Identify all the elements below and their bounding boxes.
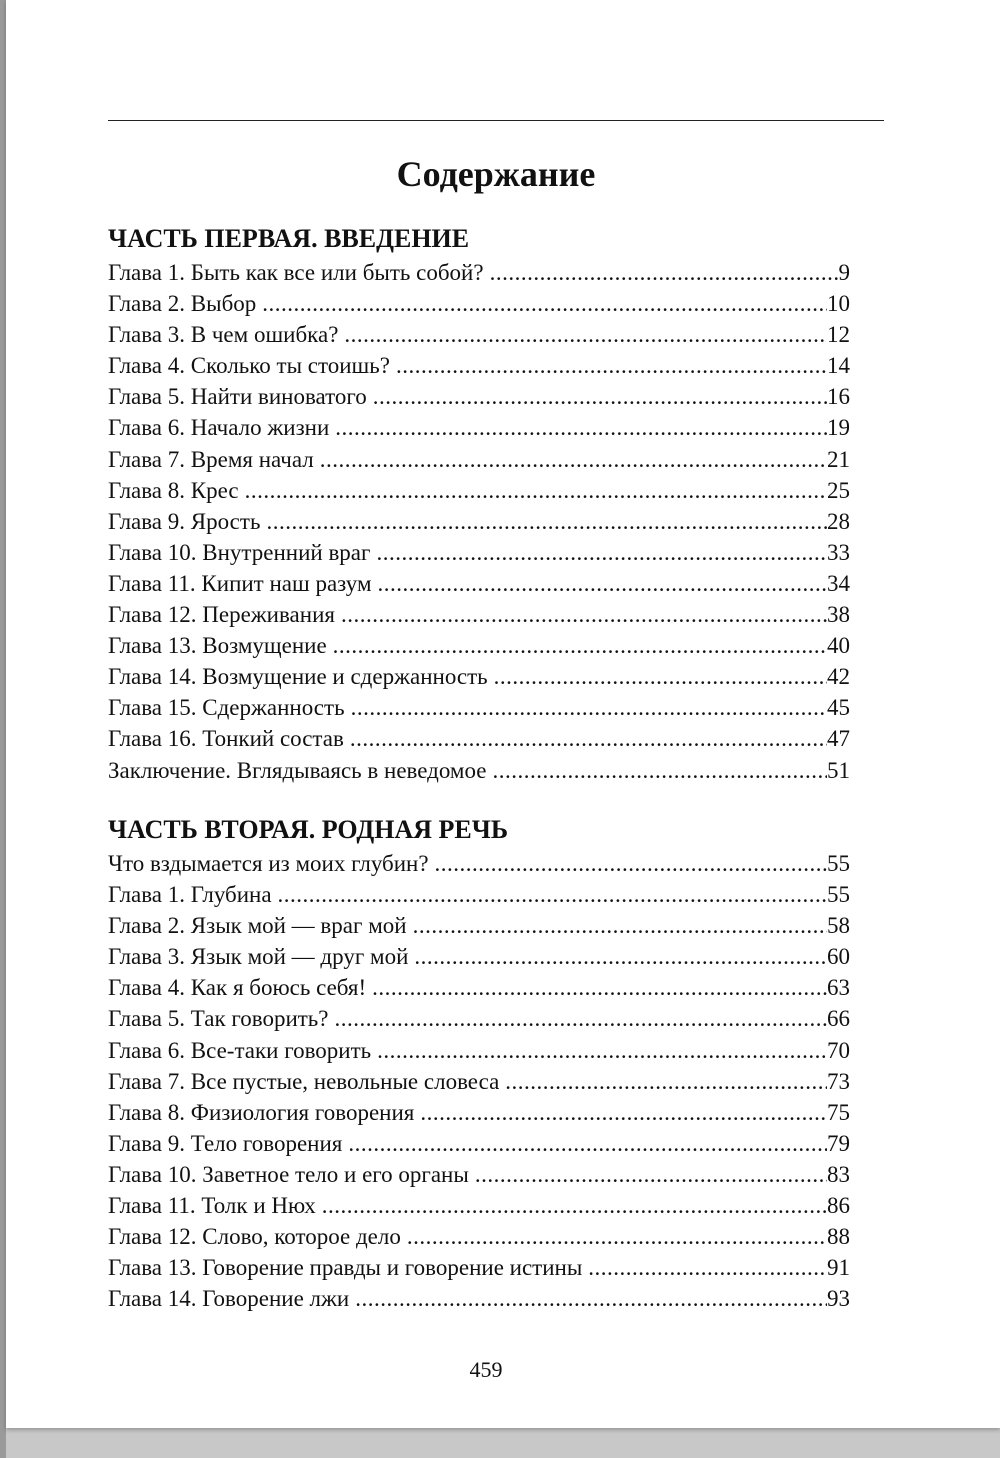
toc-entry[interactable] — [108, 1035, 850, 1066]
toc-entry-page: 75 — [827, 1099, 850, 1125]
toc-entry-title: Глава 8. Крес — [108, 477, 239, 503]
part-2-heading: ЧАСТЬ ВТОРАЯ. РОДНАЯ РЕЧЬ — [108, 815, 509, 844]
dot-leader — [348, 1128, 827, 1159]
toc-entry-page: 38 — [827, 602, 850, 628]
dot-leader — [335, 1003, 828, 1034]
toc-entry[interactable] — [108, 350, 850, 381]
toc-entry-title: Глава 2. Язык мой — враг мой — [108, 913, 407, 939]
dot-leader — [373, 381, 827, 412]
dot-leader — [377, 1035, 827, 1066]
toc-entry[interactable] — [108, 630, 850, 661]
toc-part-1 — [108, 223, 850, 786]
dot-leader — [588, 1252, 827, 1283]
toc-entry-page: 42 — [827, 664, 850, 690]
dot-leader — [494, 661, 827, 692]
toc-entry[interactable] — [108, 1159, 850, 1190]
dot-leader — [341, 599, 827, 630]
dot-leader — [355, 1283, 827, 1314]
toc-entry-page: 86 — [827, 1193, 850, 1219]
toc-entry-page: 58 — [827, 913, 850, 939]
dot-leader — [262, 288, 827, 319]
dot-leader — [372, 972, 827, 1003]
toc-entry-title: Глава 14. Возмущение и сдержанность — [108, 664, 488, 690]
toc-entry[interactable] — [108, 1221, 850, 1252]
toc-entry-page: 91 — [827, 1255, 850, 1281]
toc-entry-title: Глава 7. Все пустые, невольные словеса — [108, 1068, 500, 1094]
toc-entry[interactable] — [108, 599, 850, 630]
toc-entry[interactable] — [108, 475, 850, 506]
toc-entry-page: 9 — [838, 260, 850, 285]
toc-entry[interactable] — [108, 1283, 850, 1314]
dot-leader — [475, 1159, 827, 1190]
toc-entry-title: Глава 6. Все-таки говорить — [108, 1037, 372, 1063]
toc-entry-page: 14 — [827, 353, 850, 379]
dot-leader — [245, 475, 827, 506]
toc-entry-page: 73 — [827, 1068, 850, 1094]
toc-entry-page: 16 — [827, 384, 850, 410]
toc-entry[interactable] — [108, 568, 850, 599]
toc-entry-title: Глава 9. Ярость — [108, 508, 261, 534]
dot-leader — [407, 1221, 827, 1252]
dot-leader — [333, 630, 827, 661]
toc-entry-page: 21 — [827, 446, 850, 472]
toc-entry-page: 88 — [827, 1224, 850, 1250]
toc-entry[interactable] — [108, 910, 850, 941]
toc-entry-title: Глава 7. Время начал — [108, 446, 314, 472]
toc-entry-page: 93 — [827, 1286, 850, 1312]
toc-entry-title: Глава 14. Говорение лжи — [108, 1286, 350, 1312]
toc-entry-page: 60 — [827, 944, 850, 970]
dot-leader — [414, 941, 827, 972]
toc-entry-title: Глава 13. Говорение правды и говорение истины — [108, 1255, 583, 1281]
toc-entry-title: Глава 12. Слово, которое дело — [108, 1224, 401, 1250]
toc-entry-page: 51 — [827, 757, 850, 783]
toc-entry-title: Глава 9. Тело говорения — [108, 1130, 343, 1156]
toc-entry[interactable] — [108, 537, 850, 568]
toc-entry-title: Глава 5. Так говорить? — [108, 1006, 329, 1032]
toc-entry-title: Глава 12. Переживания — [108, 602, 335, 628]
header-rule — [108, 120, 884, 121]
toc-entry-title: Глава 3. Язык мой — друг мой — [108, 944, 409, 970]
toc-entry[interactable] — [108, 848, 850, 879]
toc-entry[interactable] — [108, 288, 850, 319]
toc-entry[interactable] — [108, 1190, 850, 1221]
toc-entry[interactable] — [108, 972, 850, 1003]
toc-entry-title: Глава 8. Физиология говорения — [108, 1099, 415, 1125]
dot-leader — [322, 1190, 827, 1221]
dot-leader — [266, 506, 827, 537]
toc-entry-title: Глава 13. Возмущение — [108, 633, 327, 659]
toc-entry[interactable] — [108, 381, 850, 412]
toc-entry-page: 25 — [827, 477, 850, 503]
toc-entry-title: Глава 10. Внутренний враг — [108, 539, 371, 565]
toc-entry[interactable] — [108, 692, 850, 723]
dot-leader — [344, 319, 827, 350]
toc-entry-title: Глава 11. Толк и Нюх — [108, 1193, 316, 1219]
dot-leader — [335, 412, 827, 443]
toc-entry-title: Глава 3. В чем ошибка? — [108, 322, 339, 348]
toc-entry-page: 55 — [827, 882, 850, 908]
toc-entry-title: Глава 15. Сдержанность — [108, 695, 345, 721]
dot-leader — [376, 537, 827, 568]
toc-entry-page: 40 — [827, 633, 850, 659]
part-2-entries — [108, 848, 850, 1314]
dot-leader — [435, 848, 827, 879]
dot-leader — [350, 723, 827, 754]
page-number: 459 — [469, 1357, 503, 1382]
dot-leader — [420, 1097, 827, 1128]
toc-entry-title: Глава 5. Найти виноватого — [108, 384, 367, 410]
toc-entry[interactable] — [108, 723, 850, 754]
toc-entry[interactable] — [108, 941, 850, 972]
toc-entry-page: 79 — [827, 1130, 850, 1156]
toc-entry[interactable] — [108, 1128, 850, 1159]
toc-entry[interactable] — [108, 412, 850, 443]
toc-entry[interactable] — [108, 257, 850, 288]
toc-entry-title: Глава 11. Кипит наш разум — [108, 570, 372, 596]
toc-entry-title: Что вздымается из моих глубин? — [108, 851, 429, 876]
toc-entry-page: 55 — [827, 851, 850, 876]
toc-entry-title: Глава 4. Как я боюсь себя! — [108, 975, 367, 1001]
dot-leader — [505, 1066, 827, 1097]
toc-entry[interactable] — [108, 1097, 850, 1128]
toc-entry-page: 83 — [827, 1161, 850, 1187]
toc-entry-title: Глава 2. Выбор — [108, 291, 257, 317]
part-1-heading: ЧАСТЬ ПЕРВАЯ. ВВЕДЕНИЕ — [108, 224, 470, 253]
toc-entry[interactable] — [108, 879, 850, 910]
toc-entry-page: 28 — [827, 508, 850, 534]
toc-entry-page: 19 — [827, 415, 850, 441]
part-1-entries — [108, 257, 850, 786]
toc-entry-title: Глава 1. Быть как все или быть собой? — [108, 260, 484, 285]
document-page — [6, 0, 1000, 1428]
dot-leader — [413, 910, 827, 941]
toc-entry-page: 33 — [827, 539, 850, 565]
toc-entry[interactable] — [108, 1252, 850, 1283]
toc-entry-page: 10 — [827, 291, 850, 317]
dot-leader — [320, 444, 827, 475]
dot-leader — [378, 568, 827, 599]
toc-entry[interactable] — [108, 755, 850, 786]
toc-entry-title: Глава 6. Начало жизни — [108, 415, 330, 441]
page-title: Содержание — [396, 154, 596, 194]
dot-leader — [396, 350, 827, 381]
toc-entry[interactable] — [108, 319, 850, 350]
toc-entry[interactable] — [108, 1003, 850, 1034]
toc-entry[interactable] — [108, 506, 850, 537]
toc-entry[interactable] — [108, 1066, 850, 1097]
toc-entry-page: 63 — [827, 975, 850, 1001]
toc-entry[interactable] — [108, 661, 850, 692]
toc-entry-page: 45 — [827, 695, 850, 721]
toc-entry-page: 66 — [827, 1006, 850, 1032]
toc-entry-page: 70 — [827, 1037, 850, 1063]
toc-entry-page: 12 — [827, 322, 850, 348]
toc-entry-page: 47 — [827, 726, 850, 752]
dot-leader — [492, 755, 827, 786]
toc-entry-title: Глава 10. Заветное тело и его органы — [108, 1161, 469, 1187]
toc-entry-title: Глава 1. Глубина — [108, 882, 272, 908]
toc-part-2 — [108, 814, 850, 1314]
toc-entry-title: Глава 4. Сколько ты стоишь? — [108, 353, 390, 379]
toc-entry-title: Глава 16. Тонкий состав — [108, 726, 344, 752]
toc-entry[interactable] — [108, 444, 850, 475]
toc-entry-page: 34 — [827, 570, 850, 596]
toc-entry-title: Заключение. Вглядываясь в неведомое — [108, 757, 487, 783]
dot-leader — [490, 257, 839, 288]
dot-leader — [351, 692, 827, 723]
dot-leader — [278, 879, 827, 910]
